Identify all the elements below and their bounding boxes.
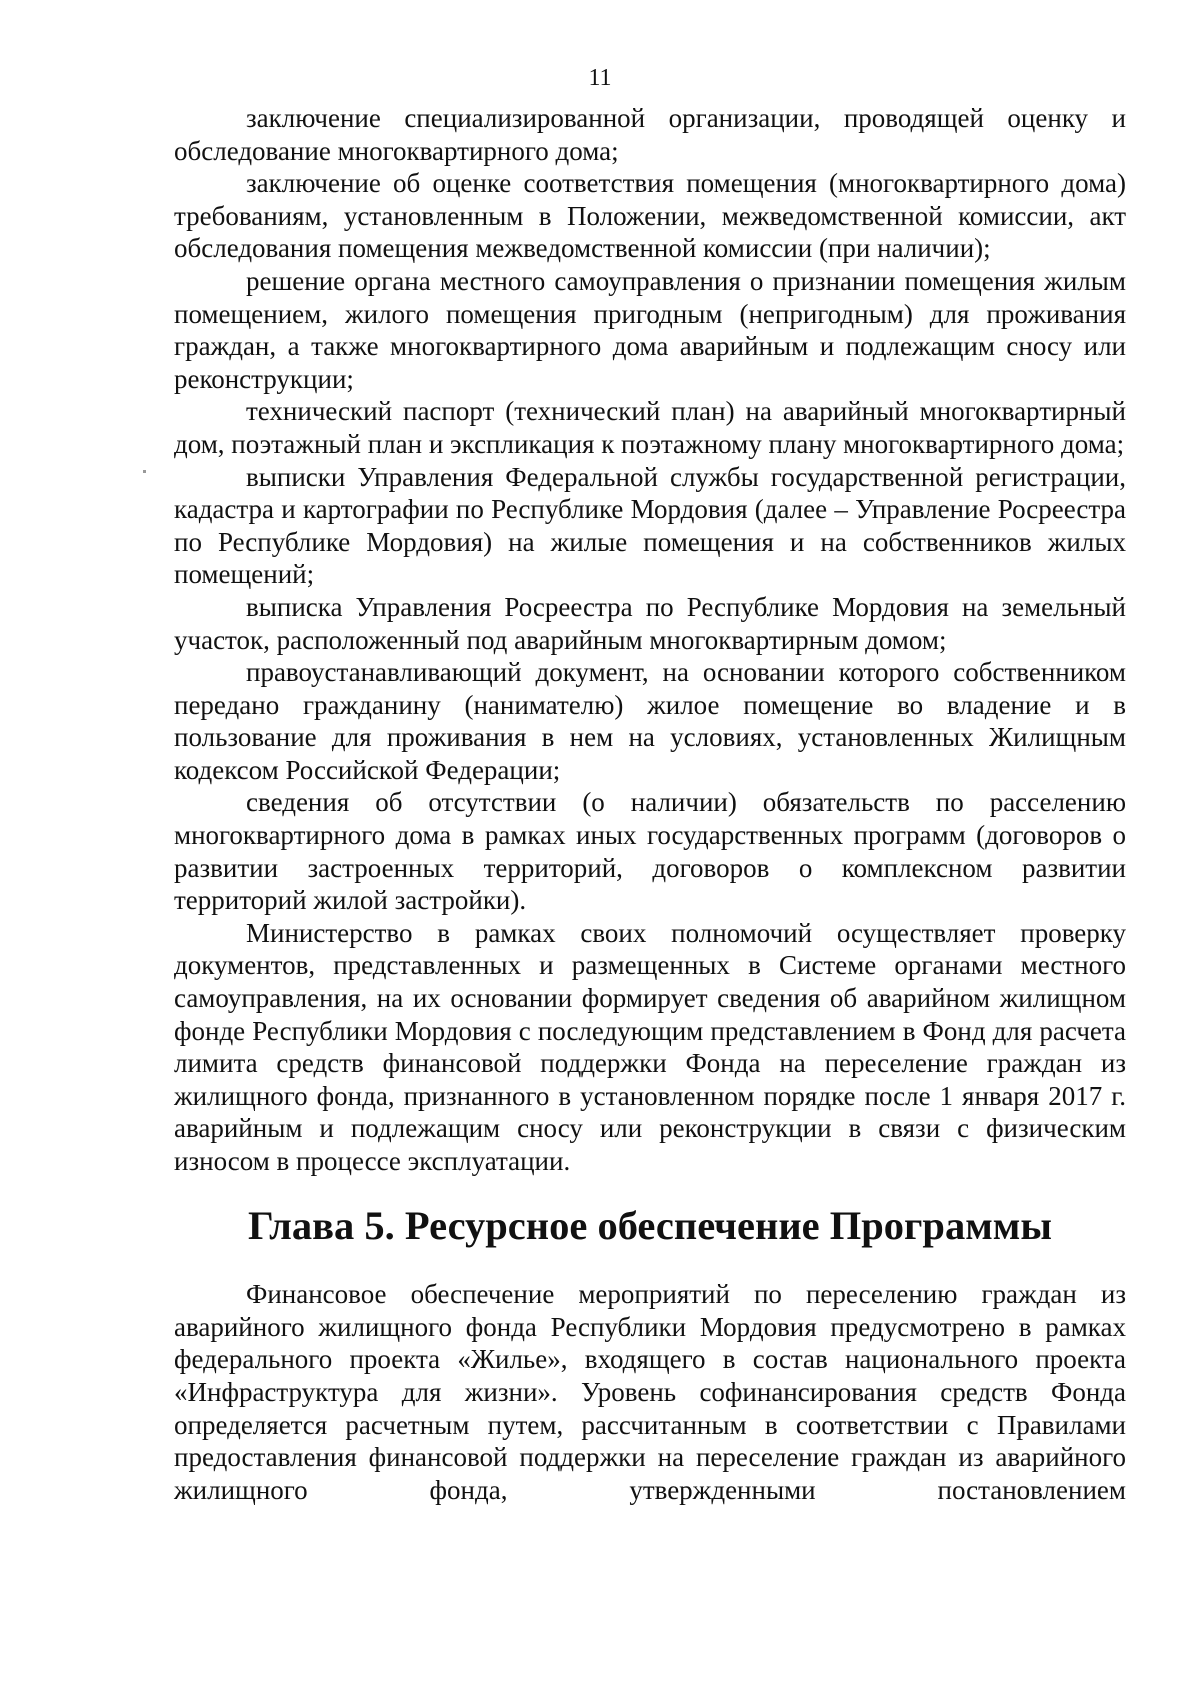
list-item-registry-extracts: выписки Управления Федеральной службы государственной регистрации, кадастра и картографии по Республике Мордовия (далее – Управление Росреестра по Республике Мордовия) на жилые помещения и на собственников жилых помещений; xyxy=(174,461,1126,590)
margin-mark xyxy=(143,470,146,473)
list-item-specialized-conclusion: заключение специализированной организации, проводящей оценку и обследование многоквартирного дома; xyxy=(174,103,1126,166)
chapter-heading: Глава 5. Ресурсное обеспечение Программы xyxy=(247,1202,1052,1248)
list-item-land-extract: выписка Управления Росреестра по Республике Мордовия на земельный участок, расположенный под аварийным многоквартирным домом; xyxy=(174,591,1126,655)
list-item-obligations-info: сведения об отсутствии (о наличии) обязательств по расселению многоквартирного дома в рамках иных государственных программ (договоров о развитии застроенных территорий, договоров о комплексном развитии территорий жилой застройки). xyxy=(174,787,1126,916)
ministry-paragraph: Министерство в рамках своих полномочий осуществляет проверку документов, представленных и размещенных в Системе органами местного самоуправления, на их основании формирует сведения об аварийном жилищном фонде Республики Мордовия с последующим представлением в Фонд для расчета лимита средств финансовой поддержки Фонда на переселение граждан из жилищного фонда, признанного в установленном порядке после 1 января 2017 г. аварийным и подлежащим сносу или реконструкции в связи с физическим износом в процессе эксплуатации. xyxy=(174,917,1126,1176)
page-body xyxy=(174,102,1126,1506)
list-item-commission-conclusion: заключение об оценке соответствия помещения (многоквартирного дома) требованиям, установленным в Положении, межведомственной комиссии, акт обследования помещения межведомственной комиссии (при наличии); xyxy=(174,168,1126,264)
chapter-paragraph: Финансовое обеспечение мероприятий по переселению граждан из аварийного жилищного фонда Республики Мордовия предусмотрено в рамках федерального проекта «Жилье», входящего в состав национального проекта «Инфраструктура для жизни». Уровень софинансирования средств Фонда определяется расчетным путем, рассчитанным в соответствии с Правилами предоставления финансовой поддержки на переселение граждан из аварийного жилищного фонда, утвержденными постановлением xyxy=(174,1279,1126,1505)
list-item-title-document: правоустанавливающий документ, на основании которого собственником передано гражданину (нанимателю) жилое помещение во владение и в пользование для проживания в нем на условиях, установленных Жилищным кодексом Российской Федерации; xyxy=(174,657,1126,785)
list-item-technical-passport: технический паспорт (технический план) на аварийный многоквартирный дом, поэтажный план и экспликация к поэтажному плану многоквартирного дома; xyxy=(174,396,1126,459)
list-item-local-authority-decision: решение органа местного самоуправления о признании помещения жилым помещением, жилого помещения пригодным (непригодным) для проживания граждан, а также многоквартирного дома аварийным и подлежащим сносу или реконструкции; xyxy=(174,265,1126,394)
page-number: 11 xyxy=(588,65,612,91)
